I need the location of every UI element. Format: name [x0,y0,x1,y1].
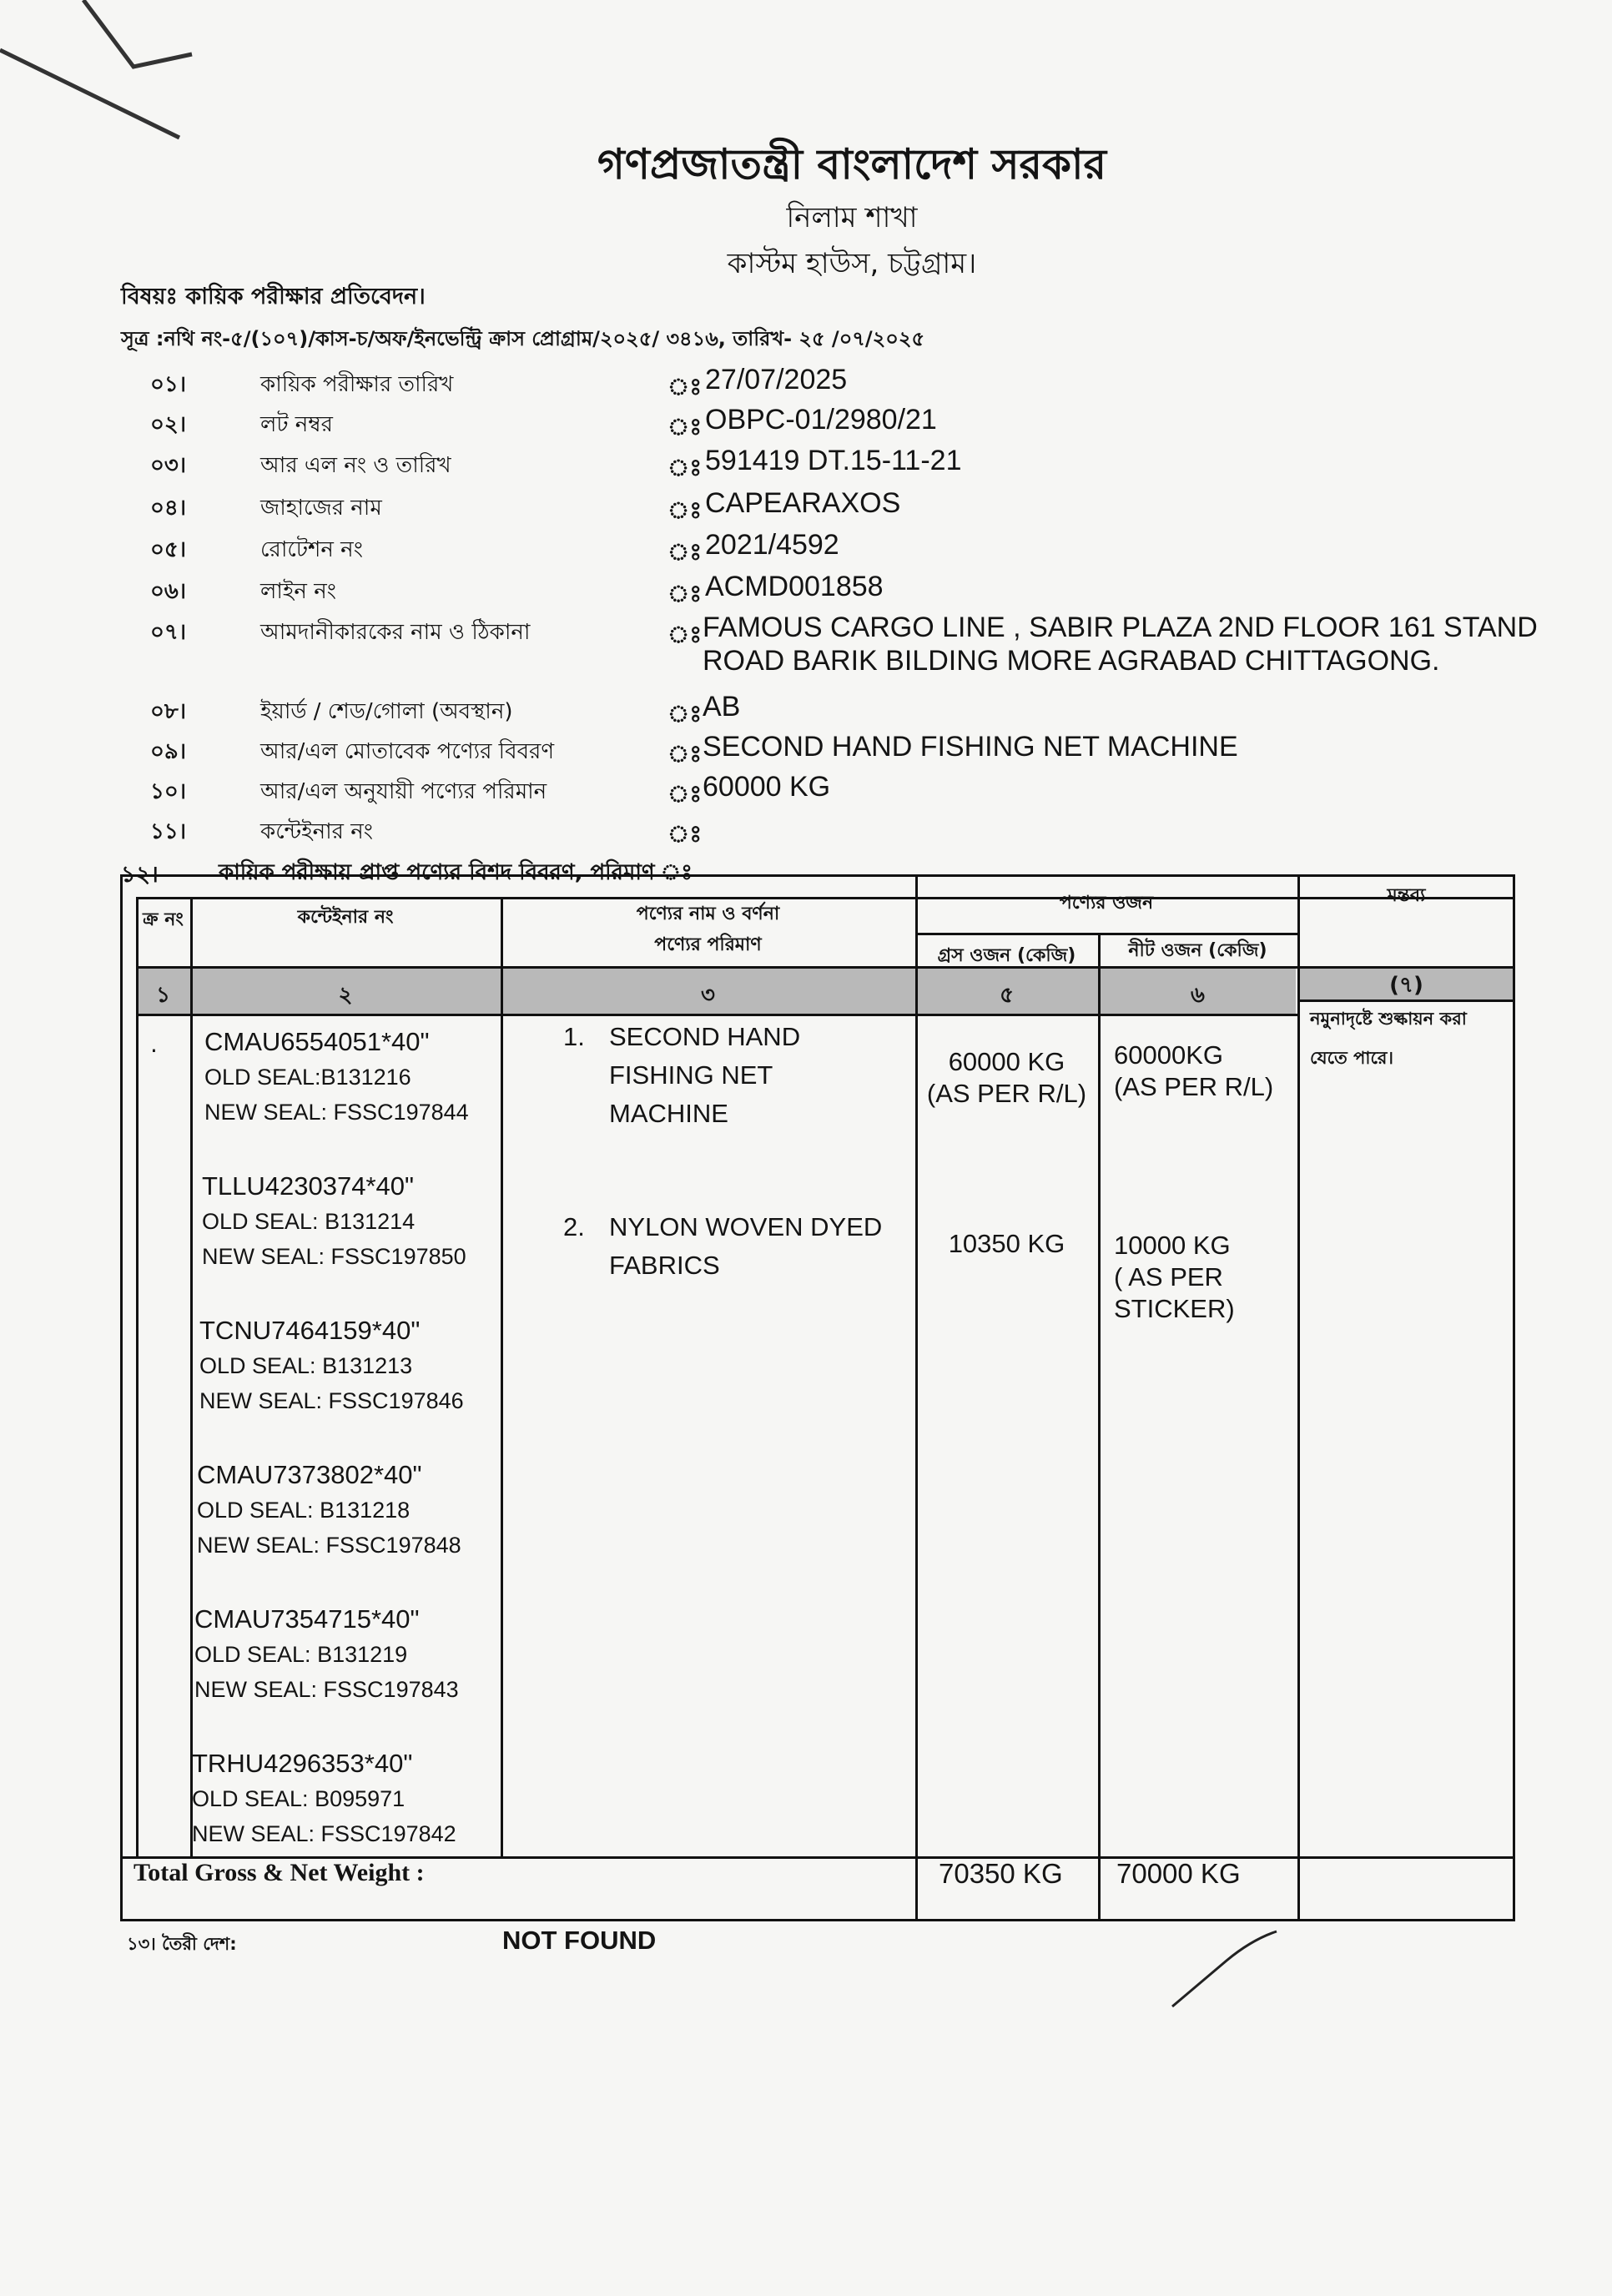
goods-description: FABRICS [609,1251,720,1280]
field-number: ০২। [150,412,187,437]
field-value: 60000 KG [703,771,831,803]
column-number: ১ [156,983,170,1008]
column-number: ৬ [1191,983,1205,1008]
government-title: গণপ্রজাতন্ত্রী বাংলাদেশ সরকার [597,140,1106,189]
column-number: ৫ [1000,983,1014,1008]
gross-weight: 10350 KG [948,1229,1065,1258]
signature-mark [1168,1927,1285,2011]
header-remarks: মন্তব্য [1387,885,1426,906]
field-label: আর এল নং ও তারিখ [260,453,451,478]
pen-mark [0,0,200,150]
section-13-label: ১৩। তৈরী দেশ: [127,1934,237,1954]
field-number: ০৭। [150,620,187,645]
container-id: CMAU7354715*40" [194,1604,420,1634]
header-goods: পণ্যের নাম ও বর্ণনা [636,904,780,924]
new-seal: NEW SEAL: FSSC197843 [194,1677,459,1702]
header-goods-sub: পণ্যের পরিমাণ [654,934,762,955]
field-number: ০৬। [150,579,187,604]
field-colon: ঃ [667,373,703,400]
field-value: ACMD001858 [705,571,884,602]
field-colon: ঃ [667,580,703,607]
header-serial: ক্র নং [143,909,184,930]
reference: সূত্র :নথি নং-৫/(১০৭)/কাস-চ/অফ/ইনভেন্ট্রি ক্রাস প্রোগ্রাম/২০২৫/ ৩৪১৬, তারিখ- ২৫ /০৭/২০২৫ [121,327,925,350]
field-colon: ঃ [667,740,703,768]
field-value: 2021/4592 [705,529,839,561]
field-label: আর/এল মোতাবেক পণ্যের বিবরণ [260,739,555,764]
column-number: (৭) [1389,973,1423,998]
net-weight: STICKER) [1114,1294,1235,1323]
goods-description: MACHINE [609,1099,728,1128]
total-net: 70000 KG [1116,1858,1241,1889]
field-value: SECOND HAND FISHING NET MACHINE [703,731,1238,763]
header-net: নীট ওজন (কেজি) [1128,940,1267,961]
old-seal: OLD SEAL: B131213 [199,1353,413,1378]
field-number: ০৮। [150,699,187,724]
field-colon: ঃ [667,780,703,808]
field-colon: ঃ [667,413,703,441]
field-number: ০৩। [150,453,187,478]
old-seal: OLD SEAL: B131219 [194,1642,408,1667]
net-weight: ( AS PER [1114,1262,1223,1292]
country-of-origin: NOT FOUND [502,1926,657,1955]
container-id: TRHU4296353*40" [192,1749,413,1778]
field-value: OBPC-01/2980/21 [705,404,937,436]
field-label: রোটেশন নং [260,537,363,562]
field-label: জাহাজের নাম [260,496,382,521]
column-number: ৩ [701,983,715,1008]
field-value: FAMOUS CARGO LINE , SABIR PLAZA 2ND FLOOR 161 STAND [703,612,1538,643]
field-label: আমদানীকারকের নাম ও ঠিকানা [260,620,531,645]
new-seal: NEW SEAL: FSSC197844 [204,1100,469,1125]
new-seal: NEW SEAL: FSSC197842 [192,1821,456,1846]
branch-name: নিলাম শাখা [786,201,918,234]
goods-description: SECOND HAND [609,1022,801,1051]
remarks-line-1: নমুনাদৃষ্টে শুল্কায়ন করা [1310,1009,1467,1029]
field-colon: ঃ [667,820,703,848]
field-colon: ঃ [667,454,703,481]
field-number: ০৯। [150,739,187,764]
field-label: আর/এল অনুযায়ী পণ্যের পরিমান [260,779,547,804]
field-value: 27/07/2025 [705,364,848,395]
office-name: কাস্টম হাউস, চট্টগ্রাম। [727,247,977,280]
field-colon: ঃ [667,621,703,648]
field-value: 591419 DT.15-11-21 [705,445,962,476]
total-label: Total Gross & Net Weight : [133,1859,425,1886]
header-container: কন্টেইনার নং [297,907,394,928]
old-seal: OLD SEAL: B095971 [192,1786,406,1811]
goods-number: 1. [563,1022,585,1051]
container-id: CMAU7373802*40" [197,1460,422,1489]
old-seal: OLD SEAL: B131214 [202,1209,416,1234]
goods-number: 2. [563,1212,585,1241]
container-id: TLLU4230374*40" [202,1171,415,1201]
field-value: AB [703,691,741,723]
subject: বিষয়ঃ কায়িক পরীক্ষার প্রতিবেদন। [121,284,426,310]
header-gross: গ্রস ওজন (কেজি) [937,945,1076,966]
net-weight: 10000 KG [1114,1231,1231,1260]
field-label: লাইন নং [260,579,336,604]
serial-value: . [150,1030,158,1058]
remarks-line-2: যেতে পারে। [1310,1048,1393,1068]
goods-description: NYLON WOVEN DYED [609,1212,883,1241]
field-number: ১১। [150,819,187,844]
gross-weight: 60000 KG [948,1047,1065,1076]
field-value: CAPEARAXOS [705,487,901,519]
field-label: লট নম্বর [260,412,333,437]
old-seal: OLD SEAL:B131216 [204,1065,411,1090]
new-seal: NEW SEAL: FSSC197850 [202,1244,466,1269]
field-number: ০১। [150,372,187,397]
total-gross: 70350 KG [939,1858,1063,1889]
column-number: ২ [338,983,353,1008]
section-12-label: কায়িক পরীক্ষায় প্রাপ্ত পণ্যের বিশদ বিবরণ, পরিমাণ ঃ [219,860,693,885]
new-seal: NEW SEAL: FSSC197846 [199,1388,464,1413]
field-value-continued: ROAD BARIK BILDING MORE AGRABAD CHITTAGONG. [703,645,1440,677]
net-weight: (AS PER R/L) [1114,1072,1274,1101]
field-number: ০৪। [150,496,187,521]
new-seal: NEW SEAL: FSSC197848 [197,1533,461,1558]
goods-description: FISHING NET [609,1060,773,1090]
section-12-number: ১২। [121,862,159,888]
field-number: ১০। [150,779,187,804]
old-seal: OLD SEAL: B131218 [197,1498,411,1523]
field-colon: ঃ [667,538,703,566]
container-id: TCNU7464159*40" [199,1316,421,1345]
gross-weight: (AS PER R/L) [926,1079,1087,1108]
field-label: ইয়ার্ড / শেড/গোলা (অবস্থান) [260,699,513,724]
net-weight: 60000KG [1114,1040,1223,1070]
field-label: কায়িক পরীক্ষার তারিখ [260,372,454,397]
field-colon: ঃ [667,700,703,728]
field-colon: ঃ [667,496,703,524]
header-weight: পণ্যের ওজন [1059,893,1154,914]
field-label: কন্টেইনার নং [260,819,373,844]
field-number: ০৫। [150,537,187,562]
container-id: CMAU6554051*40" [204,1027,430,1056]
